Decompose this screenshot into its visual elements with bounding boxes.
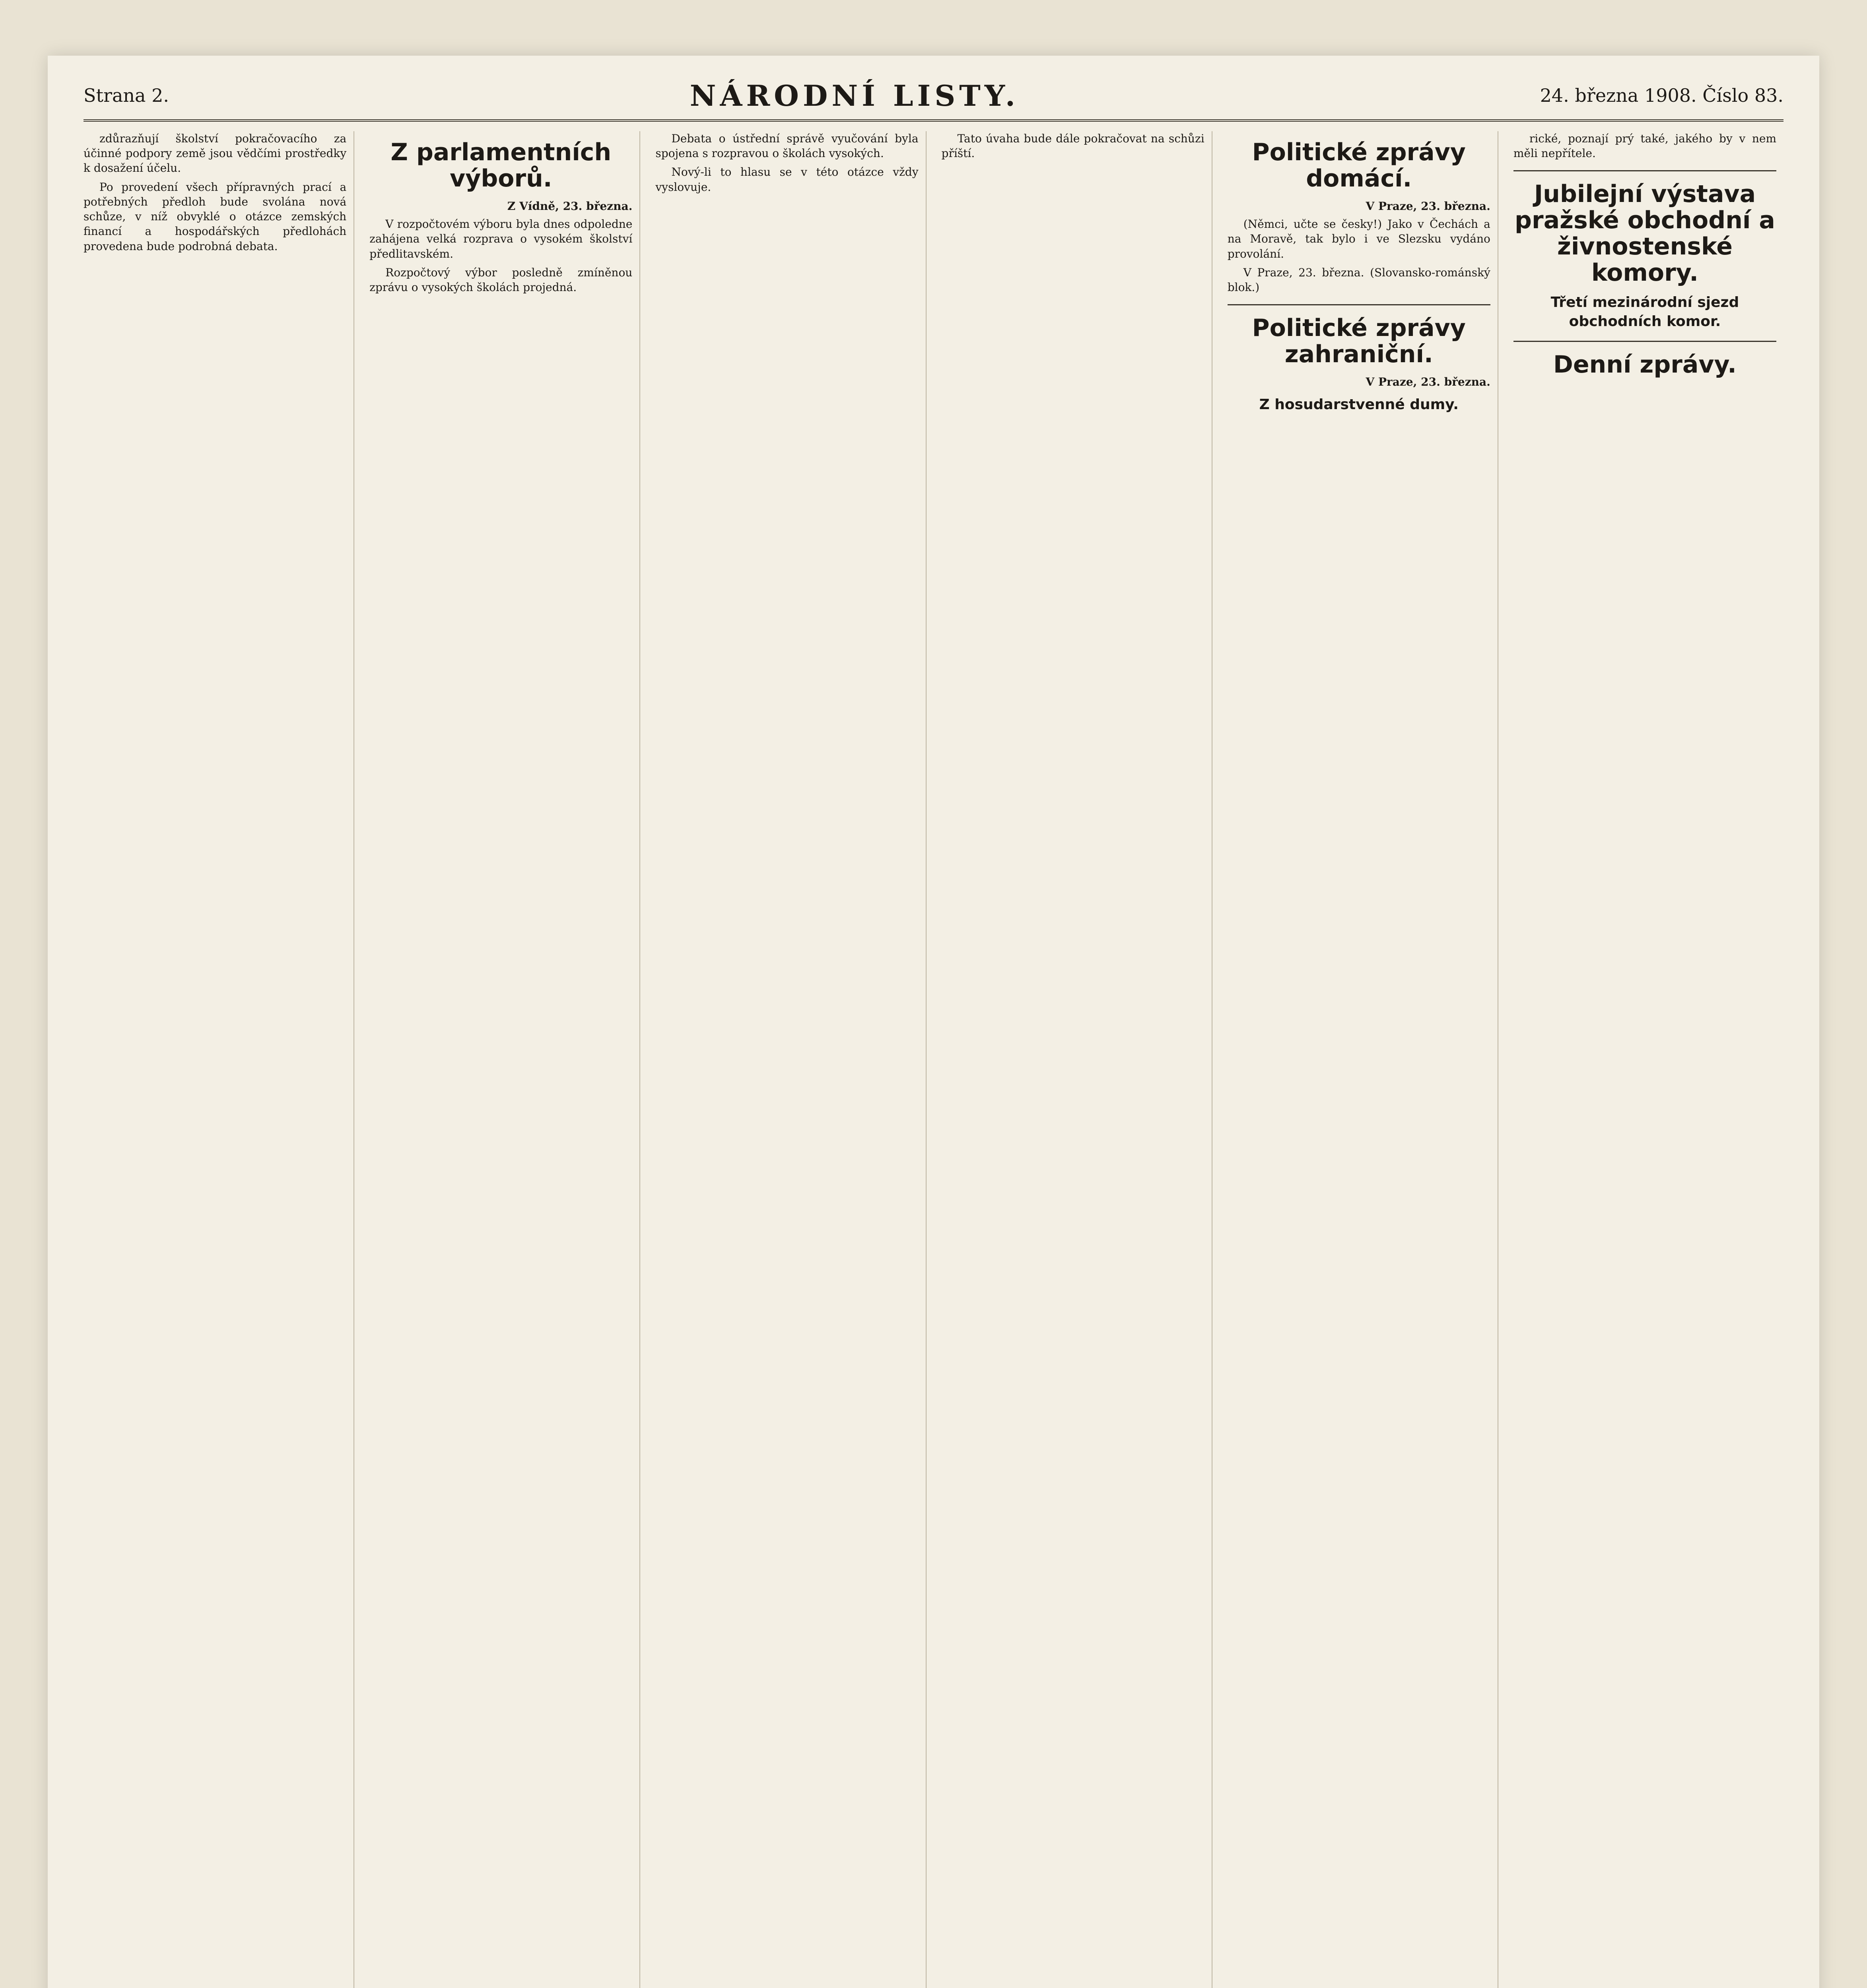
- divider: [1513, 341, 1776, 342]
- section-heading: Jubilejní výstava pražské obchodní a živnostenské komory.: [1515, 180, 1775, 287]
- dateline: V Praze, 23. března.: [1366, 375, 1490, 389]
- paragraph: Po provedení všech přípravných prací a potřebných předloh bude svolána nová schůze, v níž obvyklé o otázce zemských financí a hospodářských předlohách provedena bude podrobná debata.: [84, 180, 347, 253]
- section-heading: Politické zprávy zahraniční.: [1252, 314, 1466, 369]
- page-number: Strana 2.: [84, 85, 169, 106]
- masthead: [84, 72, 1783, 122]
- paragraph: V rozpočtovém výboru byla dnes odpoledne zahájena velká rozprava o vysokém školství předlitavském.: [369, 217, 633, 260]
- newspaper-title: NÁRODNÍ LISTY.: [690, 78, 1019, 113]
- section-heading: Politické zprávy domácí.: [1252, 138, 1466, 192]
- paragraph: (Němci, učte se česky!) Jako v Čechách a na Moravě, tak bylo i ve Slezsku vydáno provolání.: [1227, 217, 1490, 260]
- column-5: [1228, 131, 1498, 1988]
- paragraph: zdůrazňují školství pokračovacího za účinné podpory země jsou vědčími prostředky k dosažení účelu.: [84, 132, 347, 175]
- article-columns: [84, 131, 1783, 1988]
- paragraph: rické, poznají prý také, jakého by v nem měli nepřítele.: [1513, 132, 1777, 160]
- paragraph: Debata o ústřední správě vyučování byla spojena s rozpravou o školách vysokých.: [655, 132, 919, 160]
- column-2: [369, 131, 640, 1988]
- subheading: Z hosudarstvenné dumy.: [1259, 396, 1459, 413]
- divider: [1228, 304, 1490, 305]
- column-3: [655, 131, 926, 1988]
- paragraph: V Praze, 23. března. (Slovansko-románský blok.): [1227, 266, 1490, 294]
- issue-date: 24. března 1908. Číslo 83.: [1540, 85, 1783, 106]
- section-heading: Denní zprávy.: [1553, 351, 1737, 379]
- section-heading: Z parlamentních výborů.: [390, 138, 612, 192]
- column-1: [84, 131, 354, 1988]
- paragraph: Nový-li to hlasu se v této otázce vždy vyslovuje.: [655, 165, 919, 194]
- dateline: Z Vídně, 23. března.: [507, 200, 633, 213]
- divider: [1513, 170, 1776, 171]
- column-6: [1513, 131, 1783, 1988]
- column-4: [942, 131, 1212, 1988]
- subheading: Třetí mezinárodní sjezd obchodních komor.: [1550, 294, 1739, 330]
- paragraph: Rozpočtový výbor posledně zmíněnou zprávu o vysokých školách projedná.: [369, 266, 633, 294]
- newspaper-page: [48, 56, 1819, 1988]
- dateline: V Praze, 23. března.: [1366, 200, 1490, 213]
- paragraph: Tato úvaha bude dále pokračovat na schůzi příští.: [941, 132, 1205, 160]
